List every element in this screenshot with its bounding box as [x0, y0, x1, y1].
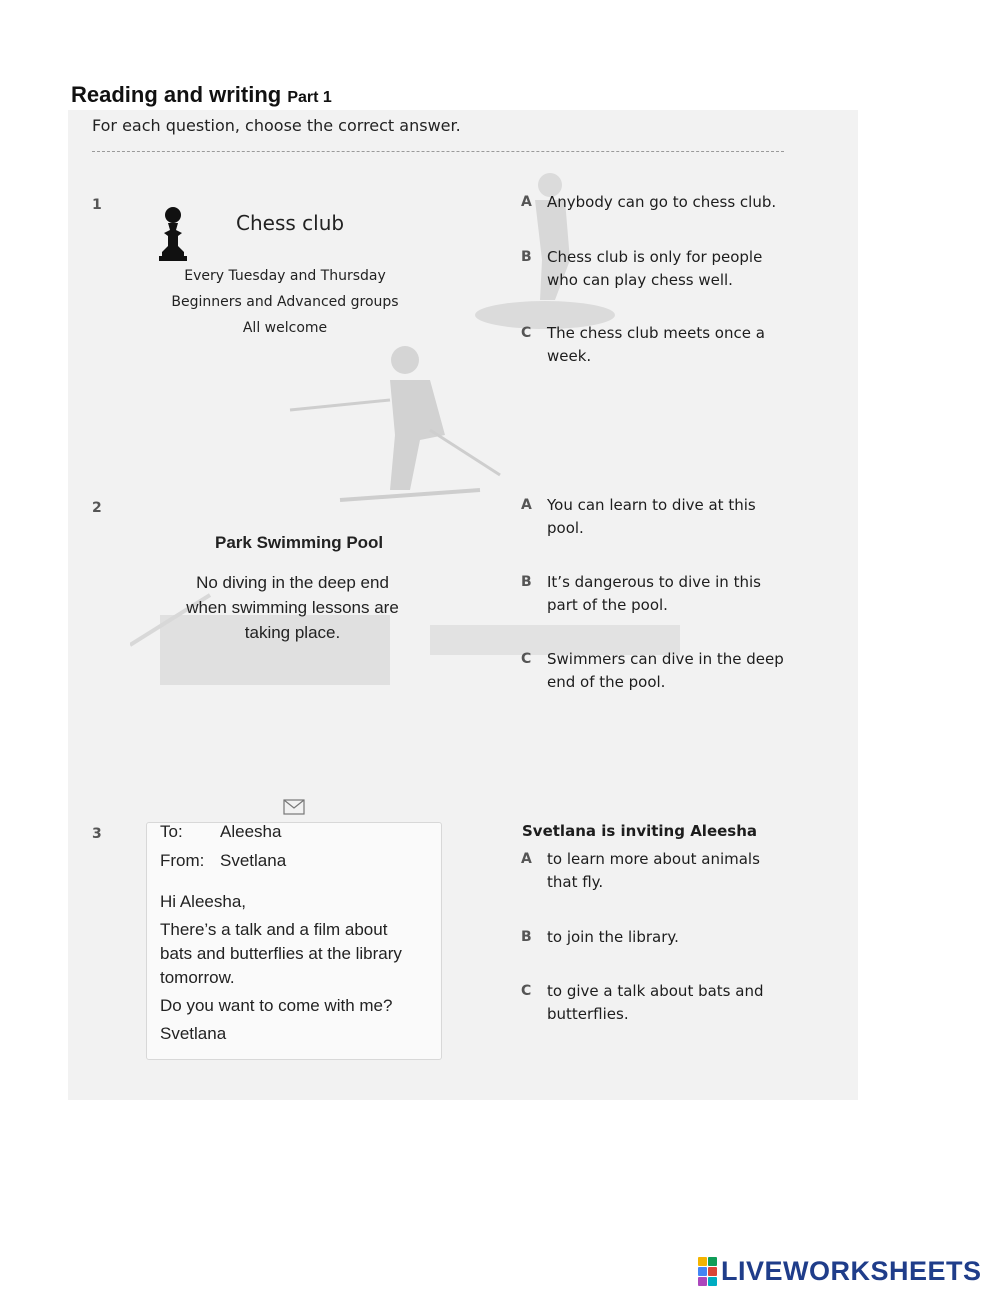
option-letter: C: [521, 983, 532, 999]
option-letter: C: [521, 651, 532, 667]
question-2-number: 2: [92, 500, 102, 516]
question-3-option-a[interactable]: [521, 848, 781, 894]
instruction-text: For each question, choose the correct answer.: [92, 116, 461, 135]
question-1-number: 1: [92, 197, 102, 213]
message-signature: Svetlana: [160, 1024, 227, 1043]
message-body-line: tomorrow.: [160, 968, 235, 987]
option-text: to give a talk about bats and butterflies.: [547, 982, 764, 1023]
skier-illustration: [280, 340, 510, 510]
envelope-icon: [283, 799, 305, 815]
liveworksheets-logo-icon: [698, 1257, 717, 1286]
sign-line: No diving in the deep end: [196, 573, 389, 592]
question-3-number: 3: [92, 826, 102, 842]
brand-name: LIVEWORKSHEETS: [721, 1256, 982, 1286]
option-text: Swimmers can dive in the deep end of the pool.: [547, 650, 784, 691]
option-letter: B: [521, 249, 532, 265]
message-body-line: There’s a talk and a film about: [160, 920, 388, 939]
sign-line: when swimming lessons are: [186, 598, 399, 617]
option-letter: C: [521, 325, 532, 341]
title-text: Reading and writing: [71, 82, 282, 107]
sign-title: Chess club: [236, 211, 345, 235]
from-line: [160, 851, 287, 871]
title-part: Part 1: [287, 89, 332, 106]
question-3-prompt: Svetlana is inviting Aleesha: [522, 822, 758, 840]
from-label: From:: [160, 851, 205, 870]
message-question: Do you want to come with me?: [160, 996, 393, 1015]
option-text: to learn more about animals that fly.: [547, 850, 760, 891]
sign-title: Park Swimming Pool: [215, 533, 384, 552]
page-title: [71, 82, 332, 108]
question-2-option-c[interactable]: [521, 648, 791, 694]
question-1-option-b[interactable]: [521, 246, 791, 292]
option-text: to join the library.: [547, 928, 679, 946]
to-value: Aleesha: [220, 822, 282, 841]
to-line: [160, 822, 282, 842]
question-1-option-a[interactable]: [521, 191, 791, 214]
question-2-option-a[interactable]: [521, 494, 761, 540]
liveworksheets-brand[interactable]: [698, 1256, 982, 1287]
question-2-option-b[interactable]: [521, 571, 766, 617]
chess-pawn-icon: [156, 206, 190, 262]
sign-line: All welcome: [242, 320, 328, 336]
question-3-option-c[interactable]: [521, 980, 781, 1026]
option-letter: B: [521, 929, 532, 945]
sign-line: Every Tuesday and Thursday: [184, 268, 386, 284]
message-greeting: Hi Aleesha,: [160, 892, 246, 911]
from-value: Svetlana: [220, 851, 287, 870]
option-text: It’s dangerous to dive in this part of the pool.: [547, 573, 761, 614]
option-text: Chess club is only for people who can play chess well.: [547, 248, 763, 289]
option-text: Anybody can go to chess club.: [547, 193, 777, 211]
message-body-line: bats and butterflies at the library: [160, 944, 402, 963]
option-letter: A: [521, 194, 532, 210]
option-text: The chess club meets once a week.: [547, 324, 765, 365]
sign-line: Beginners and Advanced groups: [171, 294, 399, 310]
question-1-option-c[interactable]: [521, 322, 771, 368]
to-label: To:: [160, 822, 183, 841]
sign-line: taking place.: [244, 623, 341, 642]
option-text: You can learn to dive at this pool.: [547, 496, 756, 537]
option-letter: A: [521, 497, 532, 513]
question-3-option-b[interactable]: [521, 926, 791, 949]
option-letter: B: [521, 574, 532, 590]
option-letter: A: [521, 851, 532, 867]
divider: [92, 151, 784, 152]
